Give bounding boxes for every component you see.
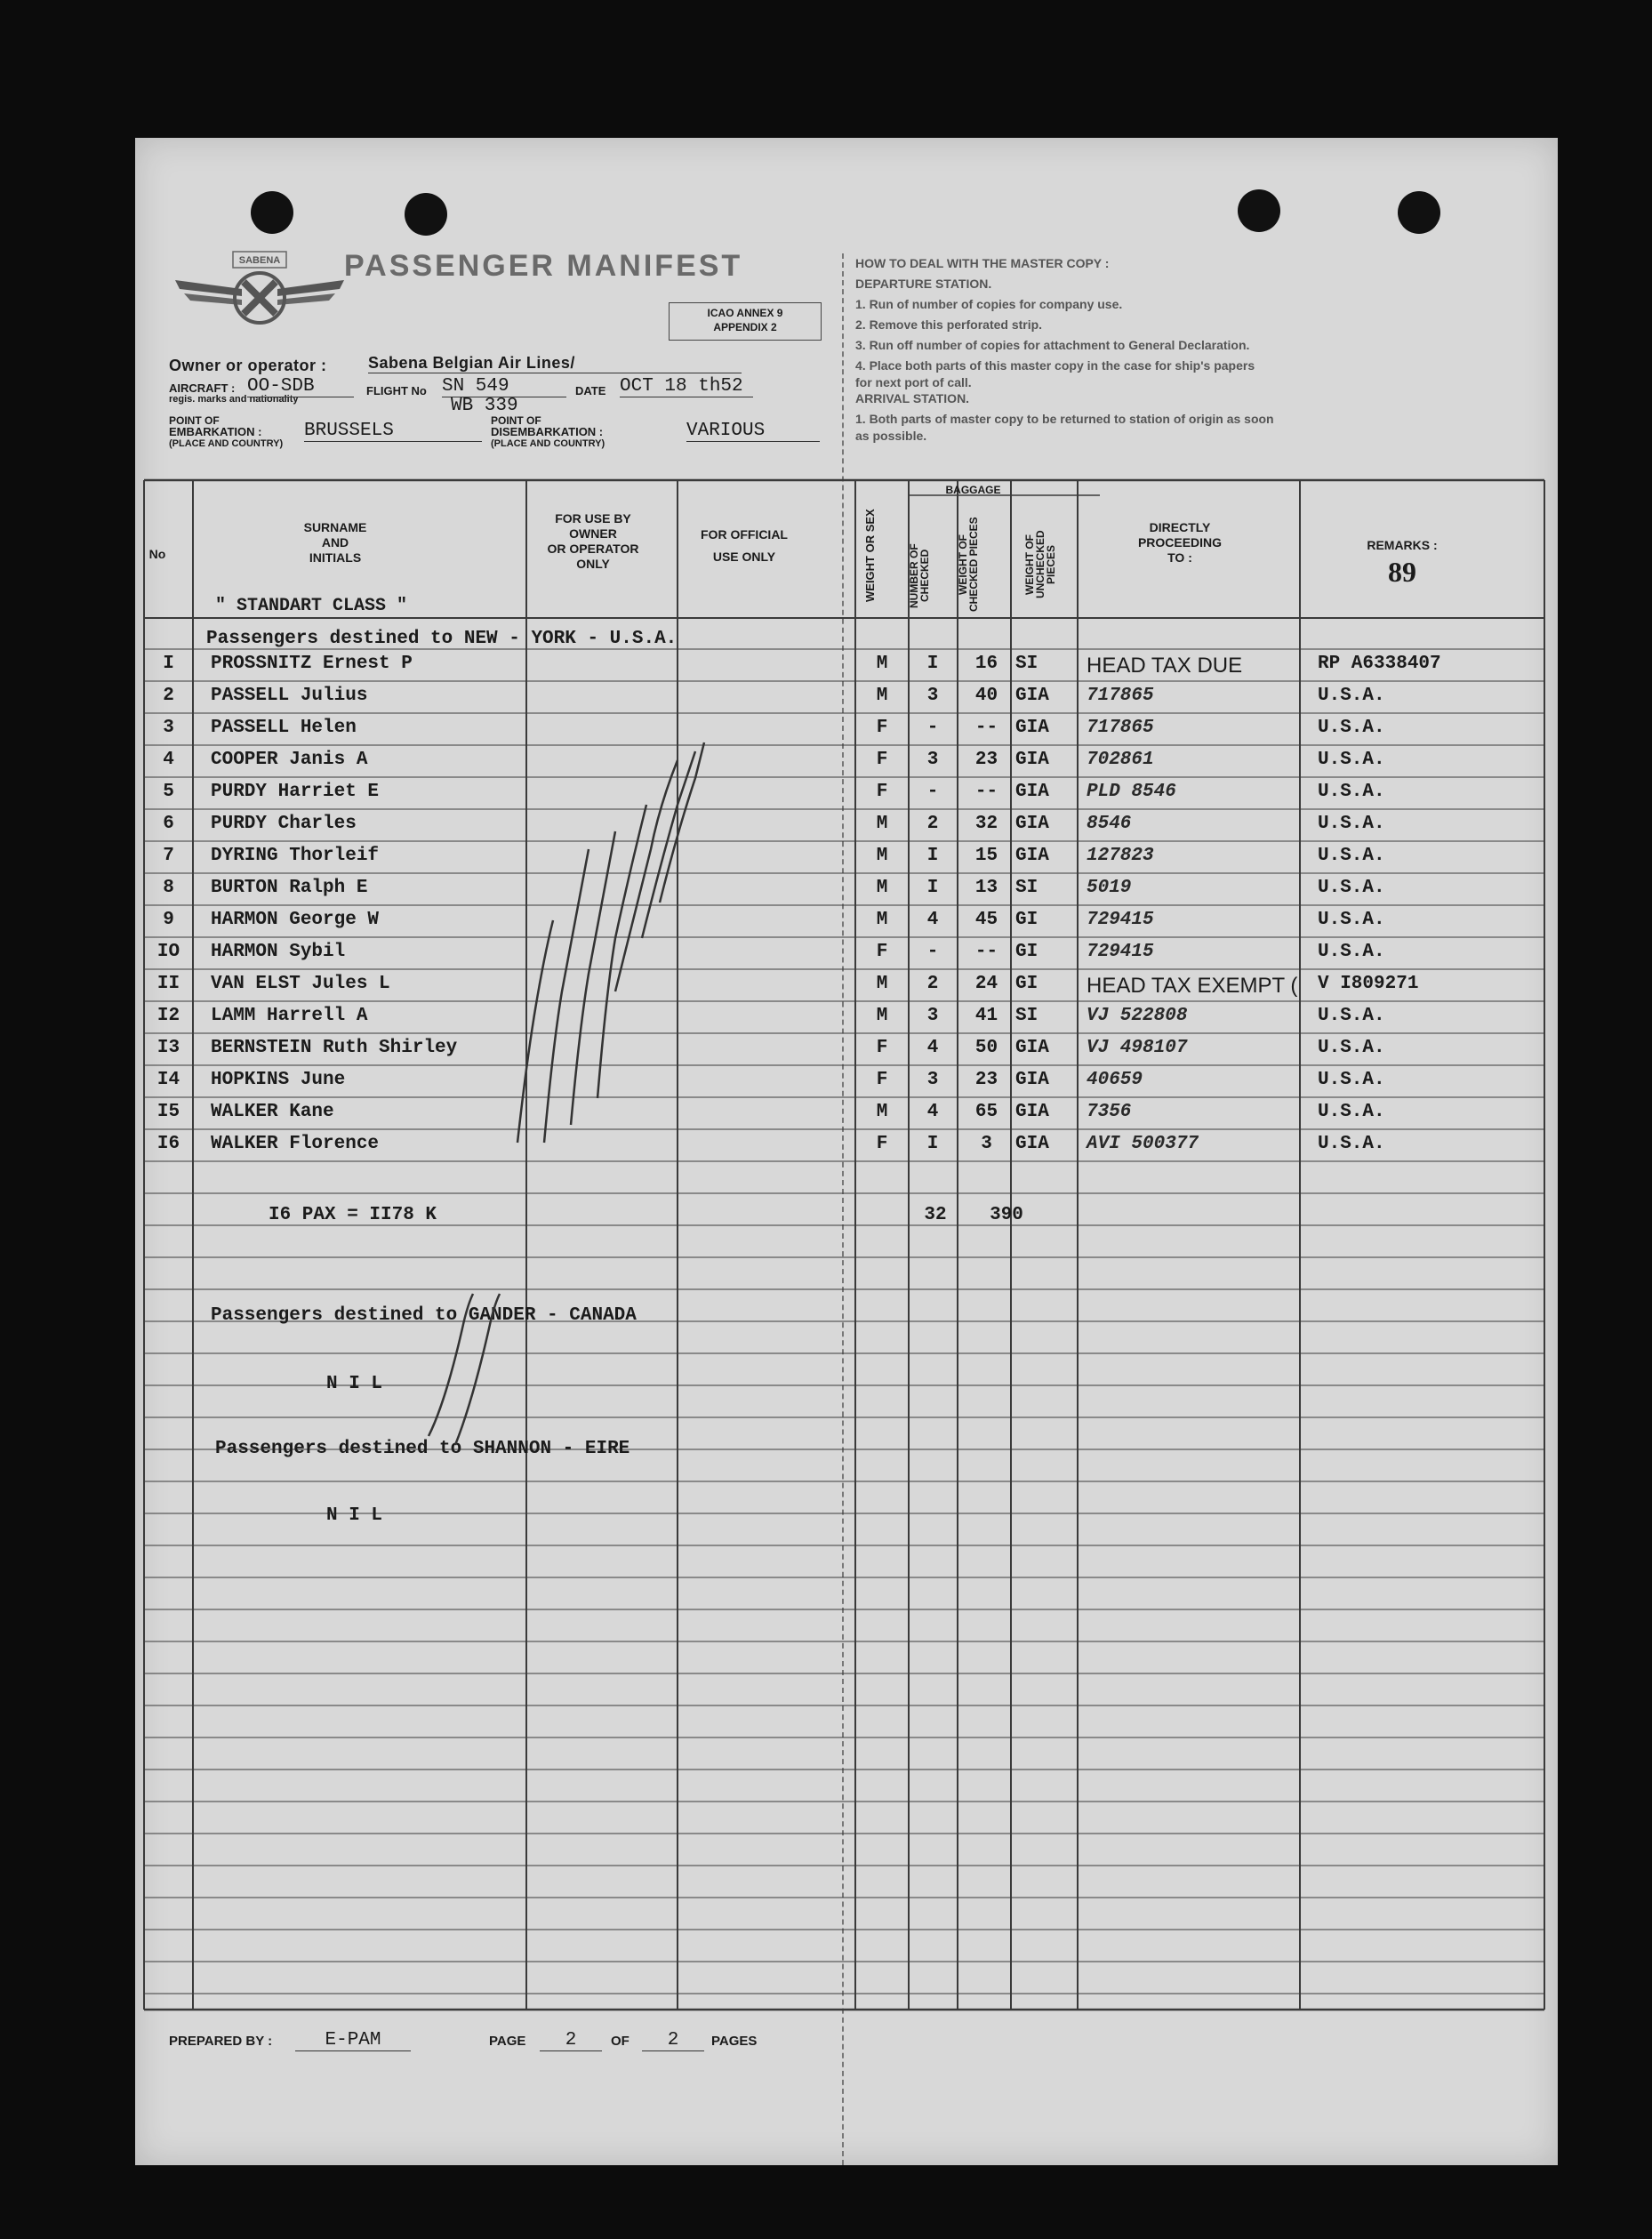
col-weight-checked: WEIGHT OF CHECKED PIECES [957,517,980,613]
row-checked: 3 [926,1070,939,1090]
flight-value: SN 549 [442,376,566,397]
totals-label: I6 PAX = II78 K [269,1205,437,1225]
row-sex: F [876,718,888,738]
row-no: I4 [156,1070,180,1090]
row-no: I3 [156,1038,180,1058]
row-proceed: VJ 498107 [1087,1038,1188,1058]
row-remarks: U.S.A. [1318,910,1385,930]
row-sex: M [876,686,888,706]
row-checked: - [926,782,939,802]
row-remarks: U.S.A. [1318,718,1385,738]
row-proceed: 729415 [1087,942,1154,962]
row-weight: 23 [974,1070,998,1090]
row-checked: I [926,654,939,674]
row-checked: 4 [926,1038,939,1058]
instruction-line: 1. Run of number of copies for company use. [855,297,1123,311]
row-code: GIA [1015,1038,1049,1058]
row-checked: 3 [926,750,939,770]
row-name: PROSSNITZ Ernest P [211,654,413,674]
row-weight: 32 [974,814,998,834]
row-sex: F [876,750,888,770]
instruction-line: HOW TO DEAL WITH THE MASTER COPY : [855,256,1110,270]
row-code: GIA [1015,846,1049,866]
manifest-sheet [135,138,1558,2165]
row-no: II [156,974,180,994]
col-no: No [148,547,166,561]
row-checked: 3 [926,1006,939,1026]
section-shannon: Passengers destined to SHANNON - EIRE [215,1439,630,1459]
col-surname-1: SURNAME [303,520,367,534]
disembark-value: VARIOUS [686,421,820,442]
row-checked: 3 [926,686,939,706]
row-proceed: 7356 [1087,1102,1132,1122]
row-name: PASSELL Helen [211,718,357,738]
row-no: 5 [163,782,174,802]
owner-value: Sabena Belgian Air Lines/ [368,354,742,373]
row-code: GI [1015,910,1039,930]
page-label: PAGE [489,2034,526,2049]
col-num-checked: NUMBER OF CHECKED [908,543,931,608]
row-sex: M [876,910,888,930]
row-checked: I [926,846,939,866]
row-code: GIA [1015,718,1049,738]
instruction-line: 4. Place both parts of this master copy in the case for ship's papers [855,358,1255,373]
row-weight: 16 [974,654,998,674]
row-checked: I [926,878,939,898]
flight-label: FLIGHT No [366,384,427,397]
col-owner-use-1: FOR USE BY [555,511,631,526]
row-weight: -- [974,942,998,962]
totals-weight: 390 [990,1205,1023,1225]
col-weight-unchecked: WEIGHT OF UNCHECKED PIECES [1023,530,1057,599]
row-name: WALKER Florence [211,1134,380,1154]
row-no: I [163,654,174,674]
disembark-sub: (PLACE AND COUNTRY) [491,438,605,449]
row-name: PASSELL Julius [211,686,368,706]
row-no: 8 [163,878,174,898]
row-code: SI [1015,1006,1039,1026]
nil-gander: N I L [326,1374,383,1394]
row-proceed: 729415 [1087,910,1154,930]
row-weight: -- [974,718,998,738]
row-no: I6 [156,1134,180,1154]
row-remarks: U.S.A. [1318,942,1385,962]
row-sex: M [876,654,888,674]
row-sex: M [876,878,888,898]
row-code: GIA [1015,1102,1049,1122]
row-checked: 2 [926,814,939,834]
row-code: GI [1015,974,1039,994]
row-weight: 3 [981,1134,992,1154]
row-code: SI [1015,654,1039,674]
row-sex: M [876,814,888,834]
row-no: 9 [163,910,174,930]
row-weight: 50 [974,1038,998,1058]
col-weight-sex: WEIGHT OR SEX [863,509,877,603]
col-directly-1: DIRECTLY [1149,520,1211,534]
row-proceed: PLD 8546 [1087,782,1176,802]
row-proceed: VJ 522808 [1087,1006,1188,1026]
remarks-number: 89 [1388,556,1416,588]
row-sex: F [876,1134,888,1154]
row-sex: M [876,846,888,866]
row-proceed: 717865 [1087,686,1154,706]
section-gander: Passengers destined to GANDER - CANADA [211,1305,637,1326]
row-checked: 4 [926,1102,939,1122]
row-weight: -- [974,782,998,802]
row-proceed: 717865 [1087,718,1154,738]
instruction-line: for next port of call. [855,375,972,389]
instruction-line: 3. Run off number of copies for attachment to General Declaration. [855,338,1250,352]
row-sex: F [876,1038,888,1058]
row-weight: 24 [974,974,998,994]
row-sex: M [876,974,888,994]
of-value: 2 [642,2030,704,2051]
row-code: SI [1015,878,1039,898]
row-remarks: U.S.A. [1318,1134,1385,1154]
instruction-line: 2. Remove this perforated strip. [855,317,1043,332]
row-checked: 4 [926,910,939,930]
row-remarks: V I809271 [1318,974,1419,994]
row-sex: M [876,1006,888,1026]
row-no: IO [156,942,180,962]
row-proceed: 127823 [1087,846,1154,866]
embark-value: BRUSSELS [304,421,482,442]
row-remarks: U.S.A. [1318,846,1385,866]
date-value: OCT 18 th52 [620,376,753,397]
row-remarks: U.S.A. [1318,750,1385,770]
row-weight: 15 [974,846,998,866]
row-name: HARMON George W [211,910,380,930]
row-no: 7 [163,846,174,866]
row-remarks: U.S.A. [1318,1102,1385,1122]
row-proceed: HEAD TAX DUE [1087,654,1243,678]
row-remarks: U.S.A. [1318,1070,1385,1090]
row-proceed: AVI 500377 [1087,1134,1199,1154]
row-code: GIA [1015,782,1049,802]
row-name: DYRING Thorleif [211,846,380,866]
row-name: PURDY Charles [211,814,357,834]
row-proceed: 8546 [1087,814,1132,834]
row-weight: 40 [974,686,998,706]
row-remarks: U.S.A. [1318,782,1385,802]
handwritten-check-marks [135,138,1558,2165]
aircraft-sub: regis. marks and nationality [169,394,299,405]
row-code: GI [1015,942,1039,962]
flight-value-2: WB 339 [451,396,518,416]
row-name: LAMM Harrell A [211,1006,368,1026]
col-official-1: FOR OFFICIAL [701,527,788,542]
col-surname-2: AND [321,535,349,550]
owner-label: Owner or operator : [169,357,327,374]
row-code: GIA [1015,814,1049,834]
aircraft-value: OO-SDB [247,376,354,397]
row-no: I5 [156,1102,180,1122]
row-name: BERNSTEIN Ruth Shirley [211,1038,458,1058]
col-remarks: REMARKS : [1367,538,1438,552]
row-name: WALKER Kane [211,1102,334,1122]
row-sex: F [876,1070,888,1090]
row-code: GIA [1015,1134,1049,1154]
row-weight: 65 [974,1102,998,1122]
row-checked: - [926,942,939,962]
row-name: COOPER Janis A [211,750,368,770]
disembark-label-1: POINT OF [491,414,541,427]
row-checked: I [926,1134,939,1154]
row-proceed: HEAD TAX EXEMPT ( [1087,974,1298,998]
instruction-line: ARRIVAL STATION. [855,391,970,405]
col-owner-use-2: OWNER [569,526,617,541]
row-remarks: RP A6338407 [1318,654,1441,674]
totals-checked: 32 [924,1205,947,1225]
row-no: 2 [163,686,174,706]
row-proceed: 40659 [1087,1070,1143,1090]
instruction-line: 1. Both parts of master copy to be returned to station of origin as soon [855,412,1274,426]
col-surname-3: INITIALS [309,550,362,565]
row-no: 4 [163,750,174,770]
col-directly-2: PROCEEDING [1137,535,1223,550]
row-checked: 2 [926,974,939,994]
prepared-value: E-PAM [295,2030,411,2051]
form-title: PASSENGER MANIFEST [344,249,743,283]
row-name: BURTON Ralph E [211,878,368,898]
row-no: 3 [163,718,174,738]
embark-label-2: EMBARKATION : [169,425,262,438]
instruction-line: as possible. [855,429,927,443]
row-checked: - [926,718,939,738]
row-weight: 45 [974,910,998,930]
instruction-line: DEPARTURE STATION. [855,277,992,291]
col-directly-3: TO : [1167,550,1192,565]
embark-sub: (PLACE AND COUNTRY) [169,438,284,449]
row-weight: 41 [974,1006,998,1026]
pages-label: PAGES [711,2034,758,2049]
page-value: 2 [540,2030,602,2051]
row-proceed: 702861 [1087,750,1154,770]
row-no: 6 [163,814,174,834]
disembark-label-2: DISEMBARKATION : [491,425,604,438]
row-remarks: U.S.A. [1318,686,1385,706]
row-remarks: U.S.A. [1318,1006,1385,1026]
col-owner-use-4: ONLY [576,557,610,571]
embark-label-1: POINT OF [169,414,220,427]
col-official-2: USE ONLY [712,550,776,564]
class-label: " STANDART CLASS " [215,596,408,616]
col-owner-use-3: OR OPERATOR [547,542,639,556]
row-proceed: 5019 [1087,878,1132,898]
row-remarks: U.S.A. [1318,1038,1385,1058]
nil-shannon: N I L [326,1505,383,1526]
row-weight: 23 [974,750,998,770]
row-sex: F [876,942,888,962]
row-code: GIA [1015,686,1049,706]
row-name: HARMON Sybil [211,942,346,962]
row-name: VAN ELST Jules L [211,974,390,994]
date-label: DATE [575,384,606,397]
aircraft-label: AIRCRAFT : [169,381,236,395]
icao-line-2: APPENDIX 2 [713,321,777,333]
logo-text: SABENA [238,255,281,266]
row-code: GIA [1015,750,1049,770]
icao-line-1: ICAO ANNEX 9 [707,307,783,319]
row-code: GIA [1015,1070,1049,1090]
prepared-label: PREPARED BY : [169,2034,273,2049]
row-name: PURDY Harriet E [211,782,380,802]
row-remarks: U.S.A. [1318,878,1385,898]
section-new-york: Passengers destined to NEW - YORK - U.S.A. [206,629,678,649]
row-weight: 13 [974,878,998,898]
row-sex: F [876,782,888,802]
of-label: OF [611,2034,630,2049]
row-name: HOPKINS June [211,1070,346,1090]
row-no: I2 [156,1006,180,1026]
row-sex: M [876,1102,888,1122]
row-remarks: U.S.A. [1318,814,1385,834]
col-baggage: BAGGAGE [945,484,1001,496]
